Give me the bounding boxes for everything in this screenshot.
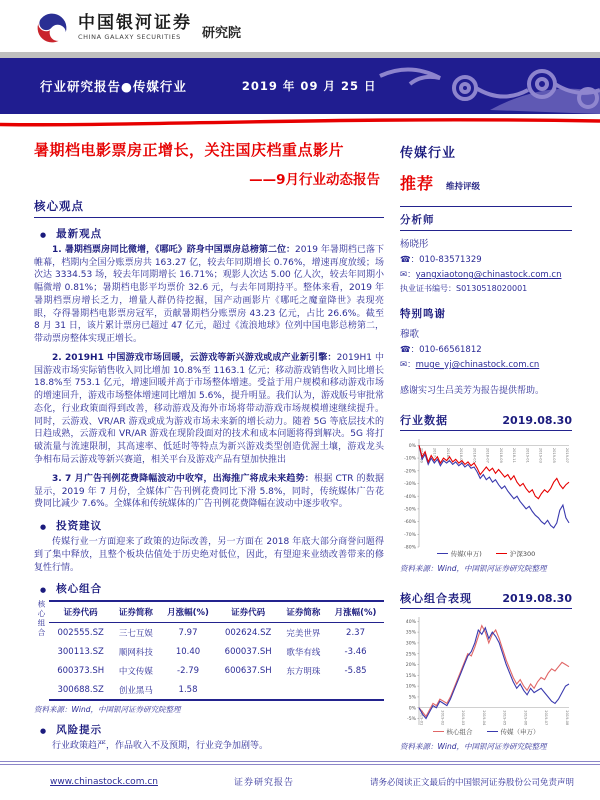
portfolio-perf-label: 核心组合表现 — [400, 592, 472, 605]
industry-data-date: 2019.08.30 — [502, 414, 572, 427]
paragraph-lead: 3. 7 月广告刊例花费降幅波动中收窄，出海推广将成未来趋势： — [52, 473, 314, 484]
svg-text:-50%: -50% — [404, 507, 416, 513]
cell-name — [280, 680, 327, 700]
legend-label: 传媒(申万) — [450, 550, 482, 558]
svg-text:-70%: -70% — [404, 532, 416, 538]
legend-label: 核心组合 — [446, 728, 473, 736]
paragraph-text: 行业政策趋严，作品收入不及预期，行业竞争加剧等。 — [52, 741, 269, 752]
legend-label: 沪深300 — [509, 550, 536, 558]
industry-data-label: 行业数据 — [400, 414, 448, 427]
cell-name: 中文传媒 — [118, 666, 153, 677]
cell-change: 1.58 — [178, 684, 198, 695]
svg-text:-40%: -40% — [404, 494, 416, 500]
analyst-email-link[interactable]: yangxiaotong@chinastock.com.cn — [415, 270, 562, 280]
svg-text:0%: 0% — [408, 443, 416, 449]
col-header: 证券代码 — [216, 601, 279, 623]
svg-text:-20%: -20% — [404, 469, 416, 475]
svg-text:2018-07: 2018-07 — [485, 447, 490, 463]
cell-code: 600037.SH — [224, 646, 272, 657]
thanks-email-row: ✉：muge_yj@chinastock.com.cn — [400, 360, 540, 370]
svg-text:-80%: -80% — [404, 545, 416, 551]
legend-label: 传媒（申万） — [500, 728, 540, 736]
table-source-note: 资料来源：Wind，中国银河证券研究院整理 — [34, 705, 181, 715]
thanks-name: 穆歌 — [400, 329, 420, 340]
cell-name: 创业黑马 — [118, 685, 153, 696]
special-thanks-heading: 特别鸣谢 — [400, 308, 446, 320]
paragraph-text: 2019H1 中国游戏市场实际销售收入同比增加 10.8%至 1163.1 亿元；移动游戏销售收入同比增长 18.8%至 753.1 亿元，增速回暖并高于市场整体增速。受益于用户规模和移动游戏市场的增速回升，游戏市场整体增速同比增加 5.6%，提升明显。我们认为，游戏版号审批常态化，行业政策面得到改善，移动游戏及海外市场将带动游戏市场规模增速继续提升。同时，云游戏、VR/AR 游戏或成为游戏市场未来新的增长动力。随着 5G 等底层技术的日趋成熟，云游戏和 VR/AR 游戏在现阶段面对的技术和成本问题将得到解决。5G 将打破流量与流速限制，其高速率、低延时等特点为新兴游戏类型创造优渥土壤，游戏龙头争相布局云游戏等新兴赛道，相关平台及游戏产品有望加快推出 — [34, 352, 384, 465]
svg-text:2019-02: 2019-02 — [440, 710, 445, 726]
svg-text:2019-07: 2019-07 — [544, 710, 549, 726]
cell-change: 7.97 — [178, 627, 198, 638]
core-portfolio-table-wrap — [34, 600, 384, 701]
paragraph-summer-boxoffice — [34, 244, 384, 346]
portfolio-performance-chart — [400, 613, 572, 729]
svg-text:2019-03: 2019-03 — [461, 710, 466, 726]
left-column — [34, 136, 384, 759]
analyst-section-heading: 分析师 — [400, 207, 572, 231]
legend-swatch-blue — [437, 553, 448, 555]
svg-text:35%: 35% — [405, 630, 416, 636]
svg-text:5%: 5% — [408, 695, 416, 701]
svg-text:-30%: -30% — [404, 482, 416, 488]
chart2-source-note: 资料来源：Wind，中国银河证券研究院整理 — [400, 742, 547, 751]
report-date: 2019 年 09 月 25 日 — [241, 79, 377, 93]
paragraph-text: 传媒行业一方面迎来了政策的边际改善，另一方面在 2018 年底大部分商誉问题得到了集中释放，且整个板块估值处于历史绝对低位，因此，有望迎来业绩改善带来的修复性行情。 — [34, 537, 384, 573]
industry-data-header — [400, 412, 572, 431]
analyst-license: 执业证书编号：S0130518020001 — [400, 284, 528, 293]
report-body — [0, 128, 600, 759]
email-icon: ✉ — [400, 360, 408, 370]
svg-text:2017-11: 2017-11 — [432, 447, 437, 463]
chart2-legend — [400, 727, 572, 736]
svg-text:2019-05: 2019-05 — [502, 710, 507, 726]
cell-change: -3.46 — [344, 646, 367, 657]
col-header: 证券代码 — [49, 601, 112, 623]
bullet-latest-views — [40, 226, 384, 241]
col-header: 月涨幅(%) — [327, 601, 384, 623]
paragraph-risk-warning — [34, 740, 384, 753]
paragraph-lead: 1. 暑期档票房同比微增，《哪吒》跻身中国票房总榜第二位： — [52, 244, 296, 255]
email-icon: ✉ — [400, 270, 408, 280]
svg-text:-10%: -10% — [404, 456, 416, 462]
portfolio-perf-date: 2019.08.30 — [502, 592, 572, 605]
brand-text — [78, 15, 192, 41]
cell-name: 歌华有线 — [286, 647, 321, 658]
paragraph-text: 根据 CTR 的数据显示，2019 年 7 月份，全媒体广告刊例花费同比下滑 5.8%，同时，传统媒体广告花费同比减少 7.6%。全媒体和传统媒体的广告刊例花费降幅在波动中逐步收窄。 — [34, 473, 384, 510]
industry-label: 传媒行业 — [400, 146, 457, 161]
portfolio-perf-header — [400, 590, 572, 609]
svg-text:2019-01: 2019-01 — [525, 447, 530, 463]
svg-text:2018-11: 2018-11 — [512, 447, 517, 463]
brand-suffix: 研究院 — [202, 25, 242, 41]
report-type-label: 行业研究报告●传媒行业 — [40, 79, 187, 94]
report-type-band — [0, 58, 600, 114]
cell-name: 顺网科技 — [118, 647, 153, 658]
svg-text:2018-01: 2018-01 — [445, 447, 450, 463]
svg-text:2018-05: 2018-05 — [472, 447, 477, 463]
cell-name: 东方明珠 — [286, 666, 321, 677]
bullet-investment-advice — [40, 518, 384, 533]
brand-name-en: CHINA GALAXY SECURITIES — [78, 33, 181, 42]
thanks-email-link[interactable]: muge_yj@chinastock.com.cn — [415, 360, 540, 370]
cell-code — [216, 680, 279, 700]
bullet-heading: ● 最新观点 — [56, 227, 103, 240]
legend-swatch-red — [433, 731, 444, 733]
cell-change: -2.79 — [177, 665, 200, 676]
brand-name-cn: 中国银河证券 — [78, 13, 192, 34]
svg-text:-60%: -60% — [404, 520, 416, 526]
legend-item — [433, 727, 473, 736]
table-row — [49, 661, 384, 680]
chart1-legend — [400, 549, 572, 558]
cell-code: 600637.SH — [224, 665, 272, 676]
col-header: 月涨幅(%) — [160, 601, 217, 623]
core-views-heading: 核心观点 — [34, 198, 384, 218]
footer-website-link[interactable]: www.chinastock.com.cn — [50, 776, 158, 787]
paragraph-lead: 2. 2019H1 中国游戏市场回暖，云游戏等新兴游戏或成产业新引擎： — [52, 352, 337, 363]
svg-text:2017-09: 2017-09 — [419, 447, 424, 463]
bullet-heading: ● 投资建议 — [56, 520, 103, 533]
legend-swatch-blue — [487, 731, 498, 733]
thanks-phone: ☎：010-66561812 — [400, 345, 482, 355]
svg-text:0%: 0% — [408, 706, 416, 712]
rating-note: 维持评级 — [446, 182, 481, 192]
cell-change: 10.40 — [175, 646, 201, 657]
svg-text:2019-04: 2019-04 — [481, 710, 486, 726]
table-row — [49, 642, 384, 661]
report-subtitle: ——9月行业动态报告 — [249, 171, 380, 188]
footer-report-type: 证券研究报告 — [233, 778, 294, 788]
bullet-core-portfolio — [40, 581, 384, 596]
legend-item — [437, 549, 482, 558]
table-row — [49, 623, 384, 643]
table-row — [49, 680, 384, 700]
svg-text:30%: 30% — [405, 641, 416, 647]
svg-text:2019-01: 2019-01 — [419, 710, 424, 726]
paragraph-ad-spending — [34, 473, 384, 511]
svg-text:2019-06: 2019-06 — [523, 710, 528, 726]
red-curve-divider — [0, 114, 600, 128]
cell-change: 2.37 — [346, 627, 365, 638]
analyst-name: 杨晓彤 — [400, 239, 429, 250]
svg-text:10%: 10% — [405, 684, 416, 690]
svg-text:15%: 15% — [405, 673, 416, 679]
legend-item — [487, 727, 540, 736]
analyst-email-row: ✉：yangxiaotong@chinastock.com.cn — [400, 270, 562, 280]
table-header-row — [49, 601, 384, 623]
col-header: 证券简称 — [280, 601, 327, 623]
cell-name: 三七互娱 — [118, 628, 153, 639]
bullet-risk-warning — [40, 722, 384, 737]
bullet-heading: ● 风险提示 — [56, 724, 103, 737]
legend-swatch-red — [496, 553, 507, 555]
bullet-heading: ● 核心组合 — [56, 583, 103, 596]
analyst-phone: ☎：010-83571329 — [400, 255, 482, 265]
cell-code: 300688.SZ — [57, 684, 104, 695]
svg-text:-5%: -5% — [407, 717, 416, 723]
galaxy-logo-icon — [34, 10, 70, 46]
cell-change: -5.85 — [344, 665, 367, 676]
cell-change — [327, 680, 384, 700]
svg-text:2018-09: 2018-09 — [498, 447, 503, 463]
svg-text:25%: 25% — [405, 652, 416, 658]
svg-text:2018-03: 2018-03 — [459, 447, 464, 463]
brand-bar — [0, 0, 600, 52]
cloud-decoration — [370, 58, 600, 114]
rating-row — [400, 171, 572, 194]
paragraph-investment-advice — [34, 536, 384, 574]
cell-name: 完美世界 — [286, 628, 321, 639]
svg-text:20%: 20% — [405, 663, 416, 669]
cell-code: 300113.SZ — [57, 646, 104, 657]
svg-text:2019-08: 2019-08 — [565, 710, 569, 726]
table-side-label: 核心组合 — [37, 600, 46, 639]
legend-item — [496, 549, 535, 558]
svg-text:2019-03: 2019-03 — [538, 447, 543, 463]
industry-performance-chart — [400, 435, 572, 551]
svg-text:2019-07: 2019-07 — [565, 447, 569, 463]
page-footer — [0, 761, 600, 800]
footer-disclaimer: 请务必阅读正文最后的中国银河证券股份公司免责声明 — [369, 777, 574, 788]
core-portfolio-table — [49, 600, 384, 701]
chart1-source-note: 资料来源：Wind，中国银河证券研究院整理 — [400, 564, 547, 573]
paragraph-game-market — [34, 352, 384, 467]
col-header: 证券简称 — [112, 601, 159, 623]
cell-code: 600373.SH — [57, 665, 105, 676]
cell-code: 002555.SZ — [57, 627, 104, 638]
right-sidebar — [400, 136, 572, 759]
paragraph-text: 2019 年暑期档已落下帷幕，档期内全国分账票房共 163.27 亿，较去年同期增长 0.76%，增速再度放缓；场次达 3334.53 场，较去年同期增长 16.71%；观影人次达 5.00 亿人次，较去年同期小幅微增 0.81%；暑期档电影平均票价 32.6 元，与去年同期持平。整体来看，2019 年暑期档票房增长乏力，增量人群仍待挖掘，国产动画影片《哪吒之魔童降世》表现亮眼，夺得暑期档电影票房冠军，贡献暑期档分账票房 43.23 亿元，占比 26.6%。截至 8 月 31 日，该片累计票房已超过 47 亿元，超过《流浪地球》位列中国电影总榜第二，带动票房整体实现正增长。 — [34, 244, 384, 345]
rating-badge: 推荐 — [400, 174, 435, 193]
cell-code: 002624.SZ — [224, 627, 272, 638]
svg-text:40%: 40% — [405, 619, 416, 625]
intern-note: 感谢实习生吕美芳为报告提供帮助。 — [400, 386, 545, 396]
report-title: 暑期档电影票房正增长，关注国庆档重点影片 — [34, 141, 345, 159]
svg-text:2019-05: 2019-05 — [551, 447, 556, 463]
